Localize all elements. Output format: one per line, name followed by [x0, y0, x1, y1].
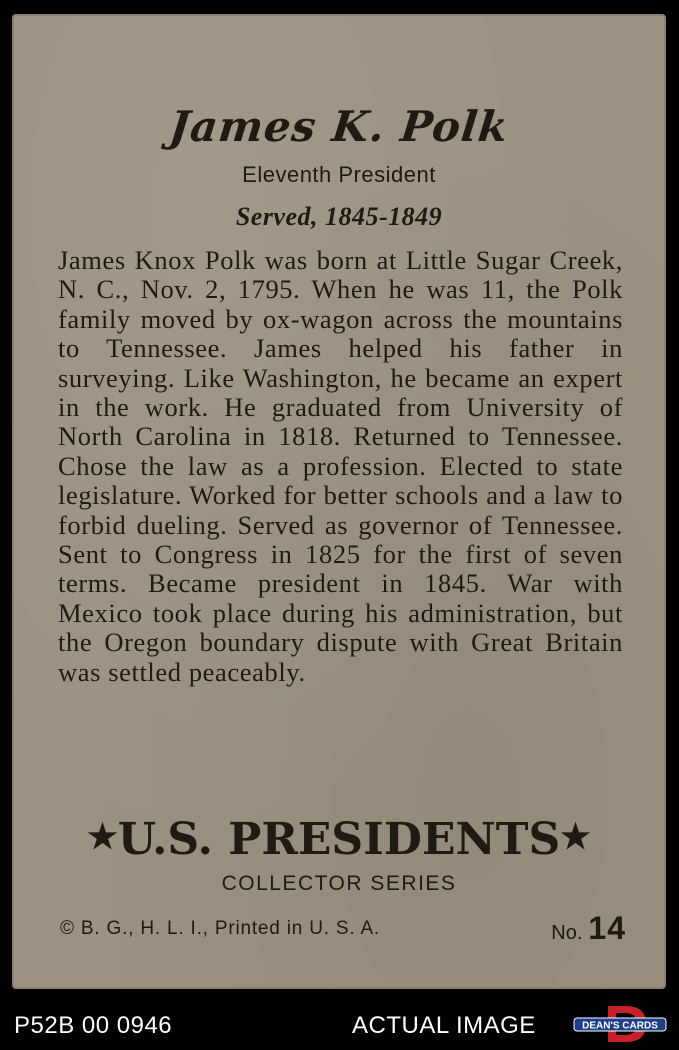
trading-card-back	[12, 14, 666, 989]
card-number-label: No.	[551, 922, 583, 944]
biography-text: James Knox Polk was born at Little Sugar Creek, N. C., Nov. 2, 1795. When he was 11, the Polk family moved by ox-wagon across the mountains to Tennessee. James helped his father in surveying. Like Washington, he became an expert in the work. He graduated from University of North Carolina in 1818. Returned to Tennessee. Chose the law as a profession. Elected to state legislature. Worked for better schools and a law to forbid dueling. Served as governor of Tennessee. Sent to Congress in 1825 for the first of seven terms. Became president in 1845. War with Mexico took place during his administration, but the Oregon boundary dispute with Great Britain was settled peaceably.	[58, 245, 623, 687]
actual-image-label: ACTUAL IMAGE	[352, 1012, 536, 1039]
cert-number: P52B 00 0946	[14, 1012, 173, 1039]
star-icon: ★	[87, 817, 118, 857]
star-icon: ★	[560, 817, 591, 857]
deans-cards-logo	[572, 1004, 668, 1044]
series-subtitle: COLLECTOR SERIES	[221, 872, 457, 895]
president-name: James K. Polk	[167, 102, 511, 151]
term-served: Served, 1845-1849	[235, 202, 443, 231]
logo-text: DEAN'S CARDS	[582, 1020, 658, 1032]
president-ordinal: Eleventh President	[242, 162, 436, 187]
card-number-value: 14	[588, 910, 626, 946]
listing-footer	[0, 1000, 679, 1050]
series-title-text: U.S. PRESIDENTS	[117, 814, 561, 865]
series-title	[12, 814, 666, 865]
copyright-line: © B. G., H. L. I., Printed in U. S. A.	[60, 918, 381, 939]
card-number	[551, 910, 626, 947]
